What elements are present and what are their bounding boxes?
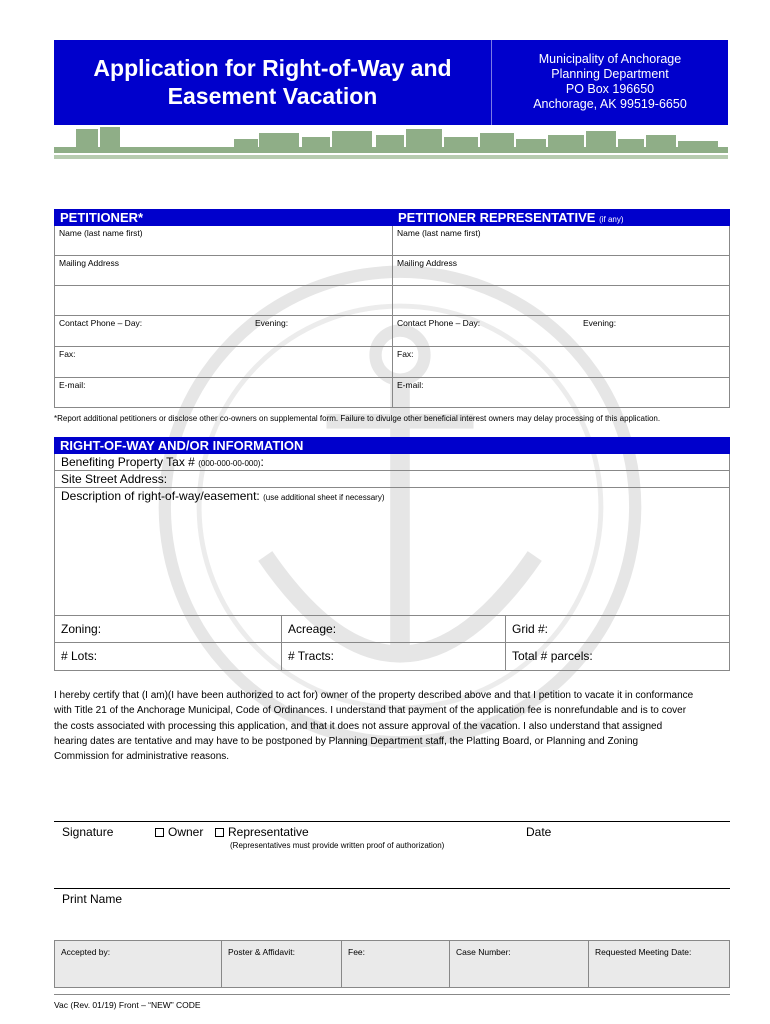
- form-title-line1: Application for Right-of-Way and: [93, 55, 452, 81]
- tracts-field[interactable]: [281, 643, 505, 670]
- petitioner-email-field[interactable]: [55, 378, 392, 407]
- site-address-field[interactable]: [55, 471, 729, 488]
- tax-number-field[interactable]: [55, 454, 729, 471]
- evening-label: Evening:: [255, 318, 289, 328]
- address-line: Anchorage, AK 99519-6650: [533, 97, 687, 111]
- phone-row: [55, 316, 729, 347]
- name-row: [55, 226, 729, 256]
- representative-if-any: (if any): [599, 215, 624, 224]
- fee-field[interactable]: [341, 941, 449, 987]
- poster-affidavit-label: Poster & Affidavit:: [228, 947, 295, 957]
- rep-email-field[interactable]: [392, 378, 729, 407]
- representative-proof-note: (Representatives must provide written proof of authorization): [230, 841, 445, 850]
- meeting-date-field[interactable]: [588, 941, 729, 987]
- fee-label: Fee:: [348, 947, 366, 957]
- tracts-label: # Tracts:: [288, 649, 335, 663]
- certification-line: Commission for administrative reasons.: [54, 751, 230, 763]
- signature-line[interactable]: [54, 821, 730, 822]
- print-name-line[interactable]: [54, 888, 730, 889]
- name-label: Name (last name first): [397, 228, 481, 238]
- revision-code: Vac (Rev. 01/19) Front – “NEW” CODE: [54, 1000, 201, 1010]
- fax-label: Fax:: [397, 349, 414, 359]
- rep-fax-field[interactable]: [392, 347, 729, 377]
- office-use-box: [54, 940, 730, 988]
- poster-affidavit-field[interactable]: [221, 941, 341, 987]
- date-label: Date: [526, 825, 552, 839]
- grid-field[interactable]: [505, 616, 729, 642]
- petitioner-mailing-field-2[interactable]: [55, 286, 392, 315]
- certification-line: with Title 21 of the Anchorage Municipal, Code of Ordinances. I understand that payment of the application fee is nonrefundable and is to cover: [54, 705, 687, 717]
- petitioner-fax-field[interactable]: [55, 347, 392, 377]
- acreage-field[interactable]: [281, 616, 505, 642]
- petitioner-mailing-field[interactable]: [55, 256, 392, 285]
- representative-label: Representative: [228, 825, 309, 839]
- representative-checkbox[interactable]: [215, 828, 224, 837]
- header-banner: [54, 40, 728, 125]
- phone-day-label: Contact Phone – Day:: [397, 318, 481, 328]
- zoning-field[interactable]: [55, 616, 281, 642]
- email-label: E-mail:: [397, 380, 424, 390]
- mailing-label: Mailing Address: [397, 258, 458, 268]
- owner-option[interactable]: [155, 825, 203, 839]
- petitioner-phone-field[interactable]: [55, 316, 392, 346]
- name-label: Name (last name first): [59, 228, 143, 238]
- tax-label: Benefiting Property Tax #: [61, 455, 195, 469]
- petitioner-name-field[interactable]: [55, 226, 392, 255]
- right-of-way-fields: [54, 454, 730, 671]
- mailing-label: Mailing Address: [59, 258, 120, 268]
- description-note: (use additional sheet if necessary): [263, 493, 385, 502]
- form-title-line2: Easement Vacation: [167, 83, 378, 109]
- accepted-by-label: Accepted by:: [61, 947, 111, 957]
- address-line: PO Box 196650: [565, 82, 655, 96]
- parcels-label: Total # parcels:: [512, 649, 593, 663]
- petitioner-section: [54, 209, 730, 408]
- zoning-row: [55, 616, 729, 643]
- right-of-way-heading: RIGHT-OF-WAY AND/OR INFORMATION: [54, 437, 730, 454]
- description-field[interactable]: [55, 488, 729, 616]
- mailing-row: [55, 256, 729, 286]
- rep-name-field[interactable]: [392, 226, 729, 255]
- representative-option[interactable]: [215, 825, 309, 839]
- phone-day-label: Contact Phone – Day:: [59, 318, 143, 328]
- certification-line: I hereby certify that (I am)(I have been authorized to act for) owner of the property described above and that I petition to vacate it in conformance: [54, 690, 694, 701]
- right-of-way-section: [54, 437, 730, 671]
- parcels-field[interactable]: [505, 643, 729, 670]
- accepted-by-field[interactable]: [55, 941, 221, 987]
- acreage-label: Acreage:: [288, 622, 337, 636]
- footer-rule: [54, 994, 730, 995]
- certification-line: hearing dates are tentative and may have to be postponed by Planning Department staff, the Platting Board, or Planning and Zoning: [54, 735, 639, 747]
- print-name-label: Print Name: [62, 892, 123, 906]
- site-address-label: Site Street Address:: [61, 472, 168, 486]
- case-number-label: Case Number:: [456, 947, 511, 957]
- representative-heading-text: PETITIONER REPRESENTATIVE: [398, 210, 596, 225]
- case-number-field[interactable]: [449, 941, 588, 987]
- lots-field[interactable]: [55, 643, 281, 670]
- grid-label: Grid #:: [512, 622, 549, 636]
- tax-colon: :: [260, 455, 264, 469]
- lots-row: [55, 643, 729, 670]
- description-label: Description of right-of-way/easement:: [61, 489, 260, 503]
- signature-label: Signature: [62, 825, 114, 839]
- city-skyline-graphic: [54, 125, 728, 163]
- mailing-row-2: [55, 286, 729, 316]
- email-row: [55, 378, 729, 408]
- email-label: E-mail:: [59, 380, 86, 390]
- address-line: Municipality of Anchorage: [538, 52, 682, 66]
- petitioner-fields: [54, 226, 730, 408]
- rep-phone-field[interactable]: [392, 316, 729, 346]
- meeting-date-label: Requested Meeting Date:: [595, 947, 692, 957]
- owner-checkbox[interactable]: [155, 828, 164, 837]
- certification-line: the costs associated with processing this application, and that it does not assure approval of the vacation. I also understand that assigned: [54, 720, 663, 732]
- address-line: Planning Department: [551, 67, 669, 81]
- certification-statement: [54, 688, 734, 764]
- representative-heading: [392, 209, 730, 226]
- lots-label: # Lots:: [61, 649, 98, 663]
- rep-mailing-field-2[interactable]: [392, 286, 729, 315]
- petitioner-heading: PETITIONER*: [60, 210, 144, 225]
- fax-row: [55, 347, 729, 378]
- owner-label: Owner: [168, 825, 204, 839]
- form-title: [54, 54, 491, 110]
- evening-label: Evening:: [583, 318, 617, 328]
- department-address: [492, 52, 728, 112]
- fax-label: Fax:: [59, 349, 76, 359]
- rep-mailing-field[interactable]: [392, 256, 729, 285]
- tax-format: (000-000-00-000): [198, 459, 261, 468]
- petitioner-header-bar: [54, 209, 730, 226]
- additional-petitioners-footnote: *Report additional petitioners or disclose other co-owners on supplemental form. Failure to divulge other beneficial interest owners may delay processing of this application.: [54, 414, 661, 423]
- zoning-label: Zoning:: [61, 622, 102, 636]
